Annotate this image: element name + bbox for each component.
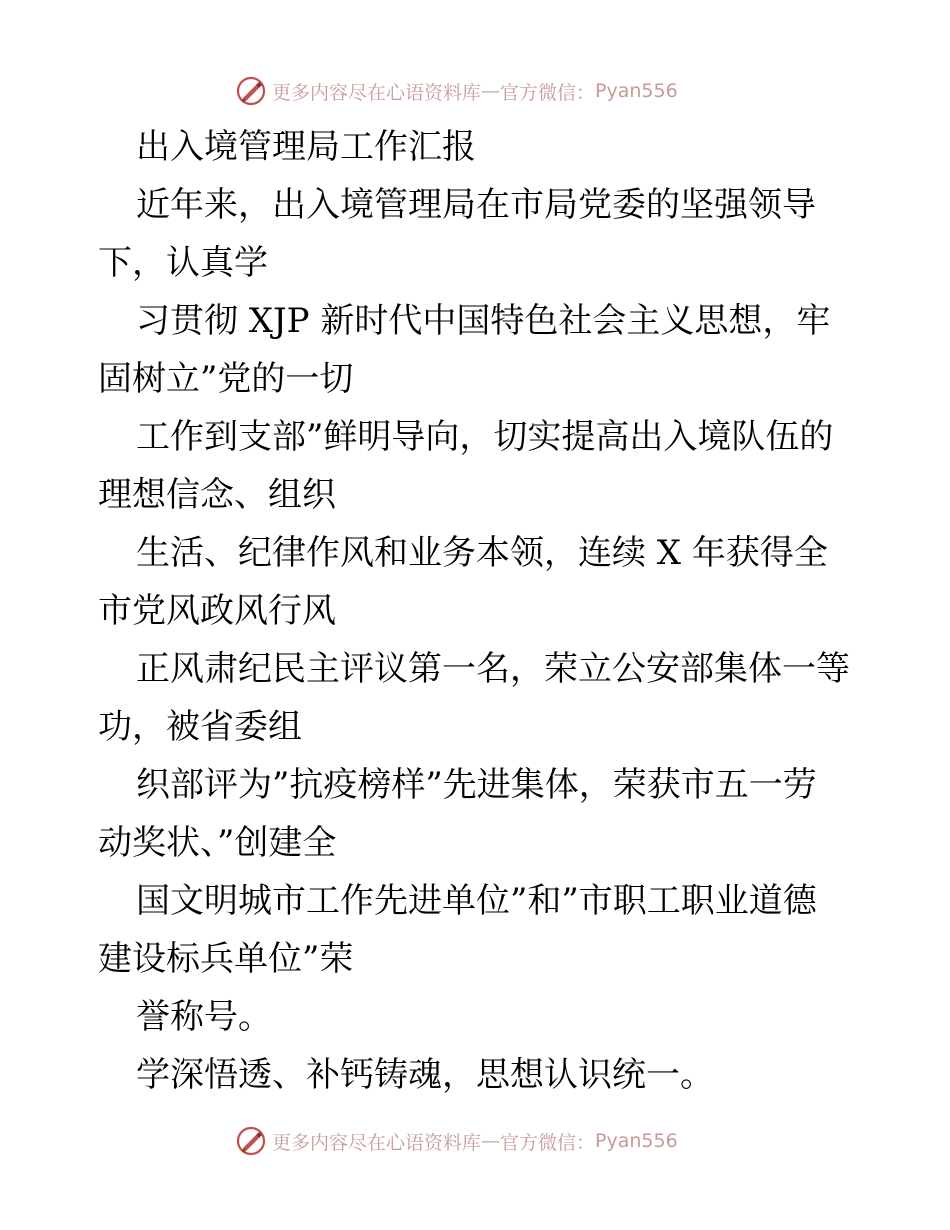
pen-logo-icon: [236, 1126, 266, 1156]
watermark-separator: —: [481, 80, 501, 102]
body-line: 下，认真学: [98, 243, 268, 283]
body-line: 生活、纪律作风和业务本领，连续 X 年获得全: [136, 533, 828, 573]
watermark-official-label: 官方微信：: [500, 81, 596, 104]
document-title: 出入境管理局工作汇报: [136, 127, 476, 167]
body-line: 近年来，出入境管理局在市局党委的坚强领导: [136, 185, 816, 225]
footer-watermark: [236, 1124, 678, 1158]
body-line: 织部评为”抗疫榜样”先进集体，荣获市五一劳: [136, 765, 817, 805]
watermark-official-label: 官方微信：: [500, 1131, 596, 1154]
body-line: 市党风政风行风: [98, 591, 336, 631]
document-body: [98, 118, 858, 1104]
watermark-main-text: 更多内容尽在心语资料库: [272, 1131, 482, 1154]
body-line: 工作到支部”鲜明导向，切实提高出入境队伍的: [136, 417, 834, 457]
body-line: 动奖状、”创建全: [98, 823, 337, 863]
watermark-wechat-id: Pyan556: [595, 80, 678, 102]
body-line: 功，被省委组: [98, 707, 302, 747]
body-line: 誉称号。: [136, 997, 272, 1037]
body-line: 固树立”党的一切: [98, 359, 354, 399]
pen-logo-icon: [236, 76, 266, 106]
body-line: 理想信念、组织: [98, 475, 336, 515]
section-heading: 学深悟透、补钙铸魂，思想认识统一。: [136, 1055, 714, 1095]
watermark-wechat-id: Pyan556: [595, 1130, 678, 1152]
body-line: 习贯彻 XJP 新时代中国特色社会主义思想，牢: [136, 301, 831, 341]
header-watermark: [236, 74, 678, 108]
watermark-separator: —: [481, 1130, 501, 1152]
body-line: 建设标兵单位”荣: [98, 939, 354, 979]
watermark-main-text: 更多内容尽在心语资料库: [272, 81, 482, 104]
body-line: 正风肃纪民主评议第一名，荣立公安部集体一等: [136, 649, 850, 689]
body-line: 国文明城市工作先进单位”和”市职工职业道德: [136, 881, 817, 921]
